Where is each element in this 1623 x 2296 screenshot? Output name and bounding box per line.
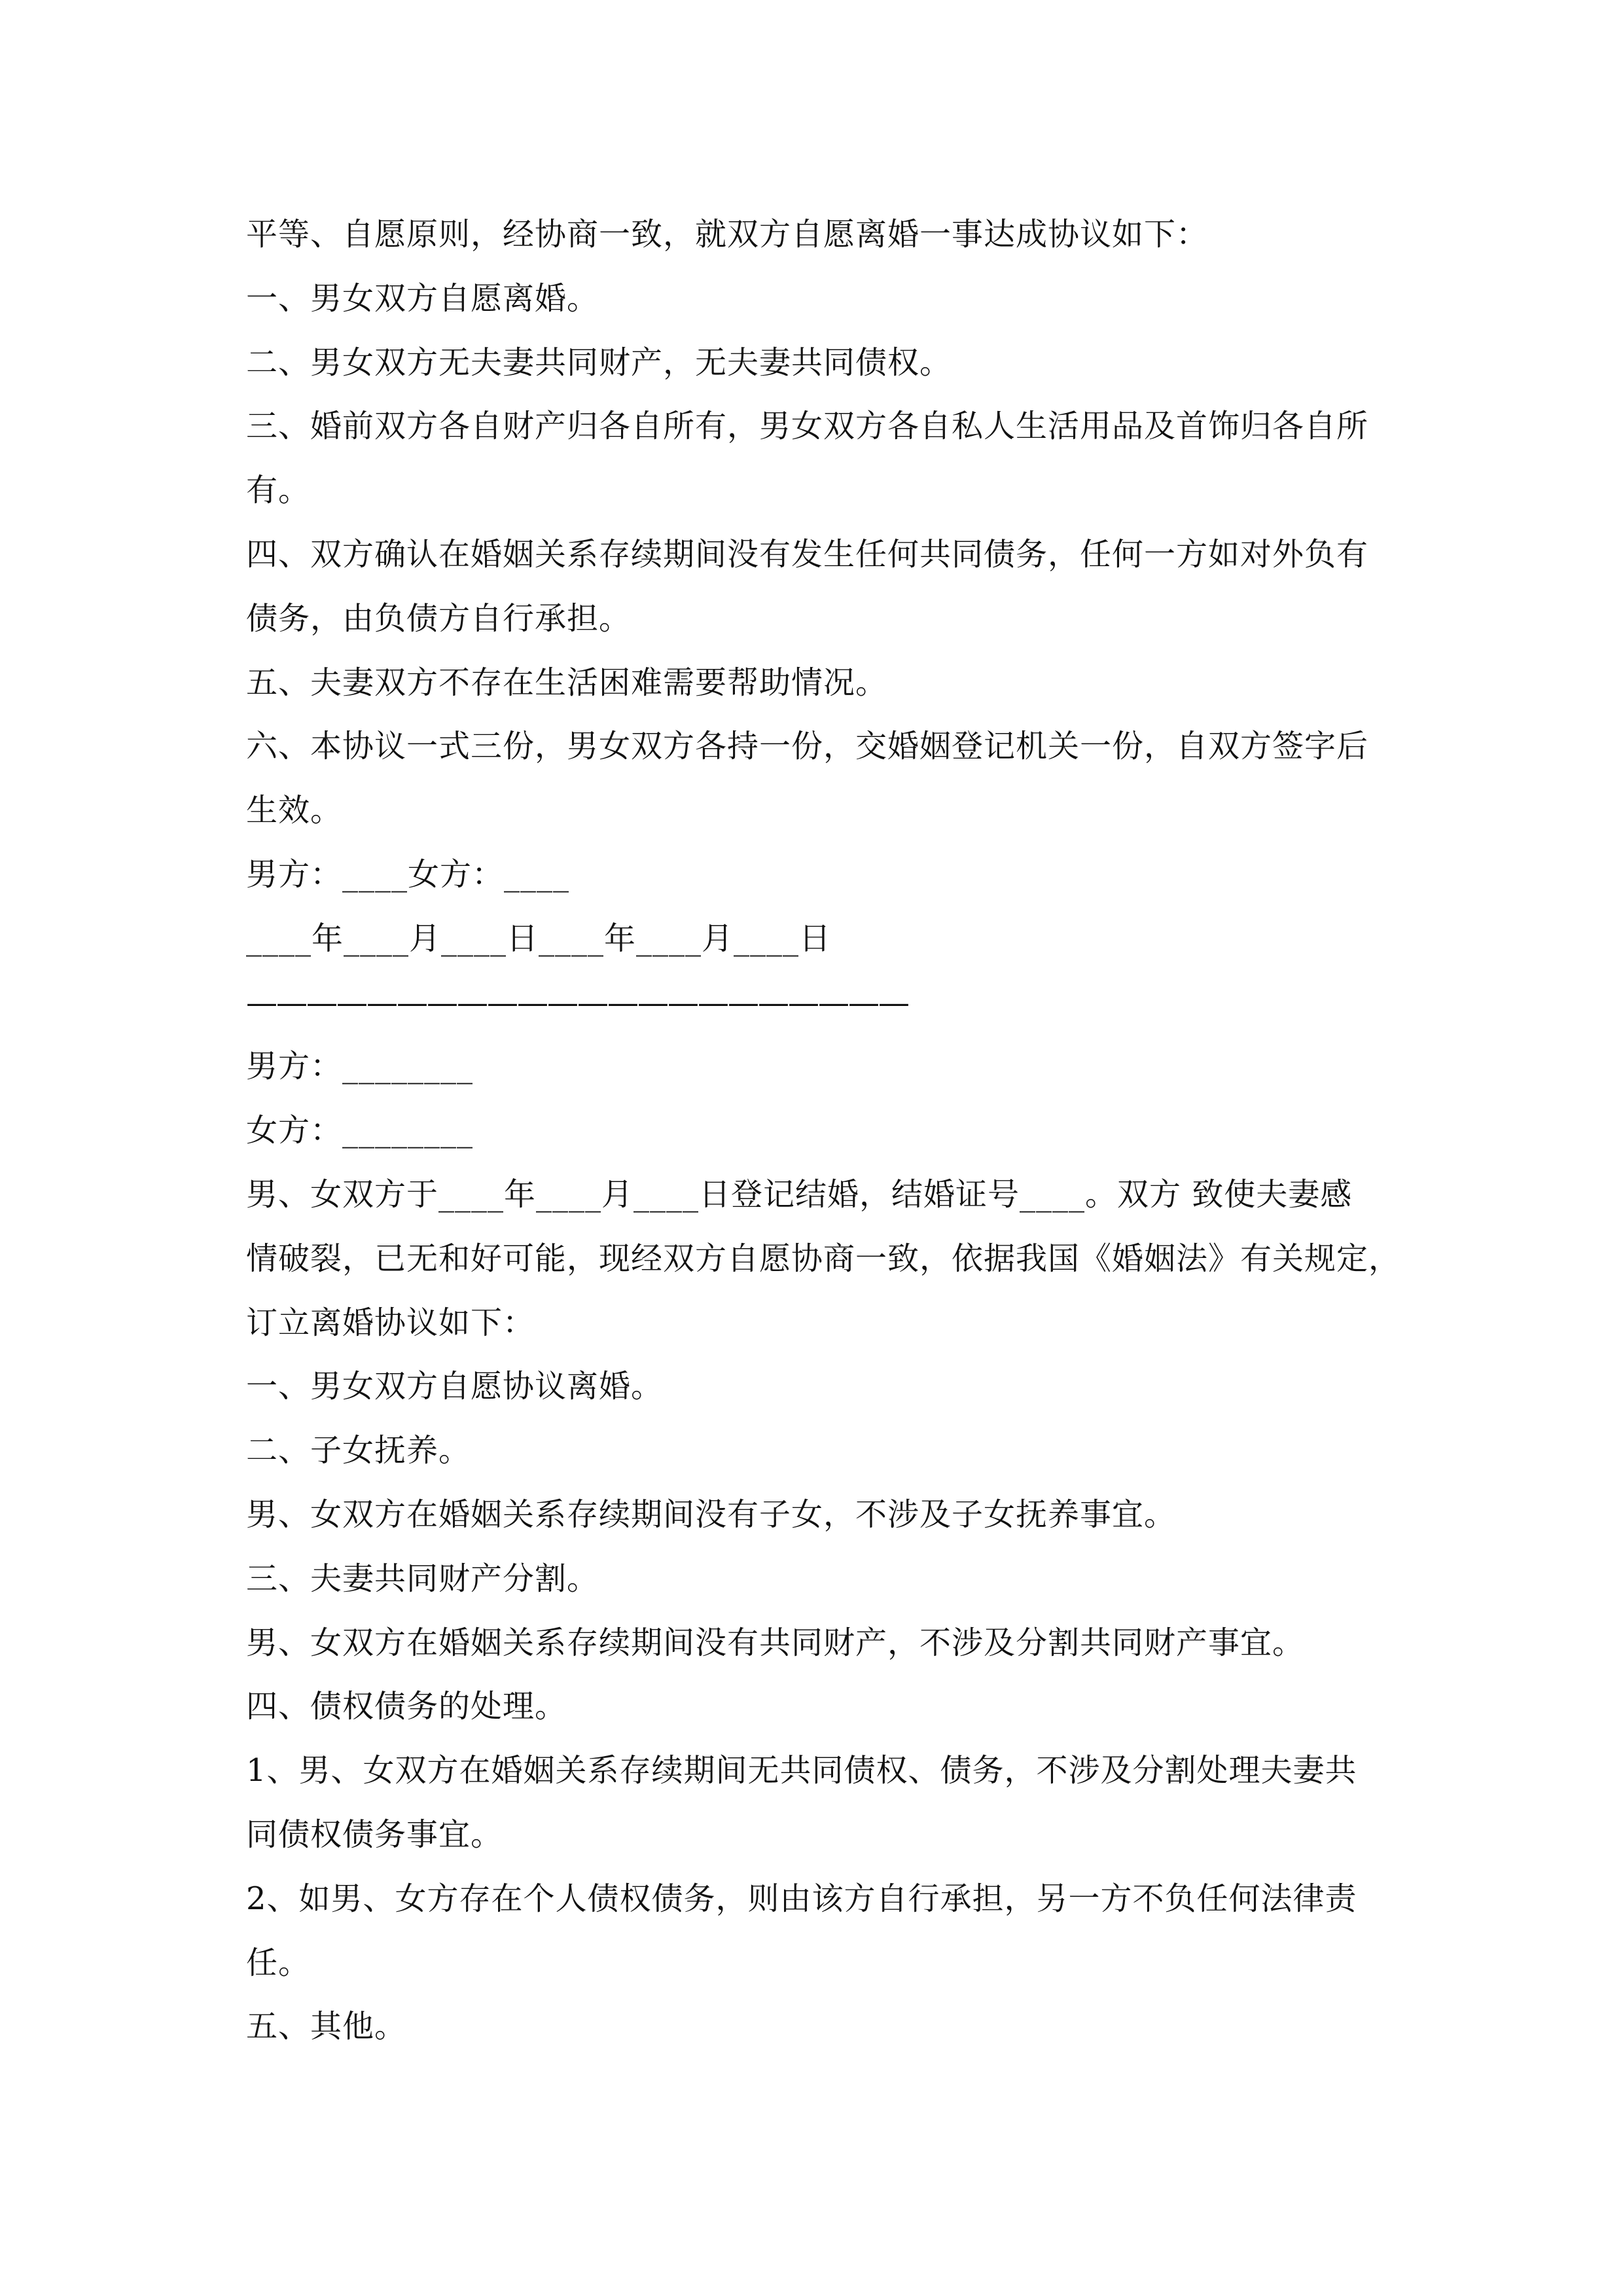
text-line: 男、女双方在婚姻关系存续期间没有共同财产，不涉及分割共同财产事宜。 xyxy=(246,1624,1305,1661)
text-line: 有。 xyxy=(246,472,311,509)
text-line: 四、债权债务的处理。 xyxy=(246,1688,567,1725)
text-line: 订立离婚协议如下： xyxy=(246,1304,535,1341)
text-line: 平等、自愿原则，经协商一致，就双方自愿离婚一事达成协议如下： xyxy=(246,216,1209,253)
text-line: 男、女双方于____年____月____日登记结婚，结婚证号____。双方 致使夫妻感 xyxy=(246,1175,1353,1213)
text-line: 男、女双方在婚姻关系存续期间没有子女，不涉及子女抚养事宜。 xyxy=(246,1496,1177,1533)
text-line: 任。 xyxy=(246,1944,311,1981)
signature-line: 男方：________ xyxy=(246,1048,474,1085)
date-line: ____年____月____日____年____月____日 xyxy=(246,920,832,957)
text-line: 六、本协议一式三份，男女双方各持一份，交婚姻登记机关一份，自双方签字后 xyxy=(246,728,1369,765)
text-line: 一、男女双方自愿离婚。 xyxy=(246,279,599,317)
text-line: 同债权债务事宜。 xyxy=(246,1816,503,1853)
text-line: 五、夫妻双方不存在生活困难需要帮助情况。 xyxy=(246,664,888,701)
text-line: 生效。 xyxy=(246,792,343,829)
text-line: 五、其他。 xyxy=(246,2008,407,2045)
text-line: 四、双方确认在婚姻关系存续期间没有发生任何共同债务，任何一方如对外负有 xyxy=(246,535,1369,573)
text-line: 二、子女抚养。 xyxy=(246,1432,471,1469)
text-line: 情破裂，已无和好可能，现经双方自愿协商一致，依据我国《婚姻法》有关规定， xyxy=(246,1240,1401,1277)
text-line: 1、男、女双方在婚姻关系存续期间无共同债权、债务，不涉及分割处理夫妻共 xyxy=(246,1752,1357,1789)
text-line: 三、婚前双方各自财产归各自所有，男女双方各自私人生活用品及首饰归各自所 xyxy=(246,408,1369,445)
text-line: 债务，由负债方自行承担。 xyxy=(246,600,632,637)
text-line: 三、夫妻共同财产分割。 xyxy=(246,1560,599,1597)
text-line: 一、男女双方自愿协议离婚。 xyxy=(246,1368,664,1405)
text-line: 2、如男、女方存在个人债权债务，则由该方自行承担，另一方不负任何法律责 xyxy=(246,1880,1357,1917)
signature-line: 男方：____女方：____ xyxy=(246,855,570,893)
document-page xyxy=(246,203,1401,2059)
signature-line: 女方：________ xyxy=(246,1112,474,1149)
separator-rule: —————————————————————— xyxy=(246,984,908,1021)
text-line: 二、男女双方无夫妻共同财产，无夫妻共同债权。 xyxy=(246,344,952,381)
